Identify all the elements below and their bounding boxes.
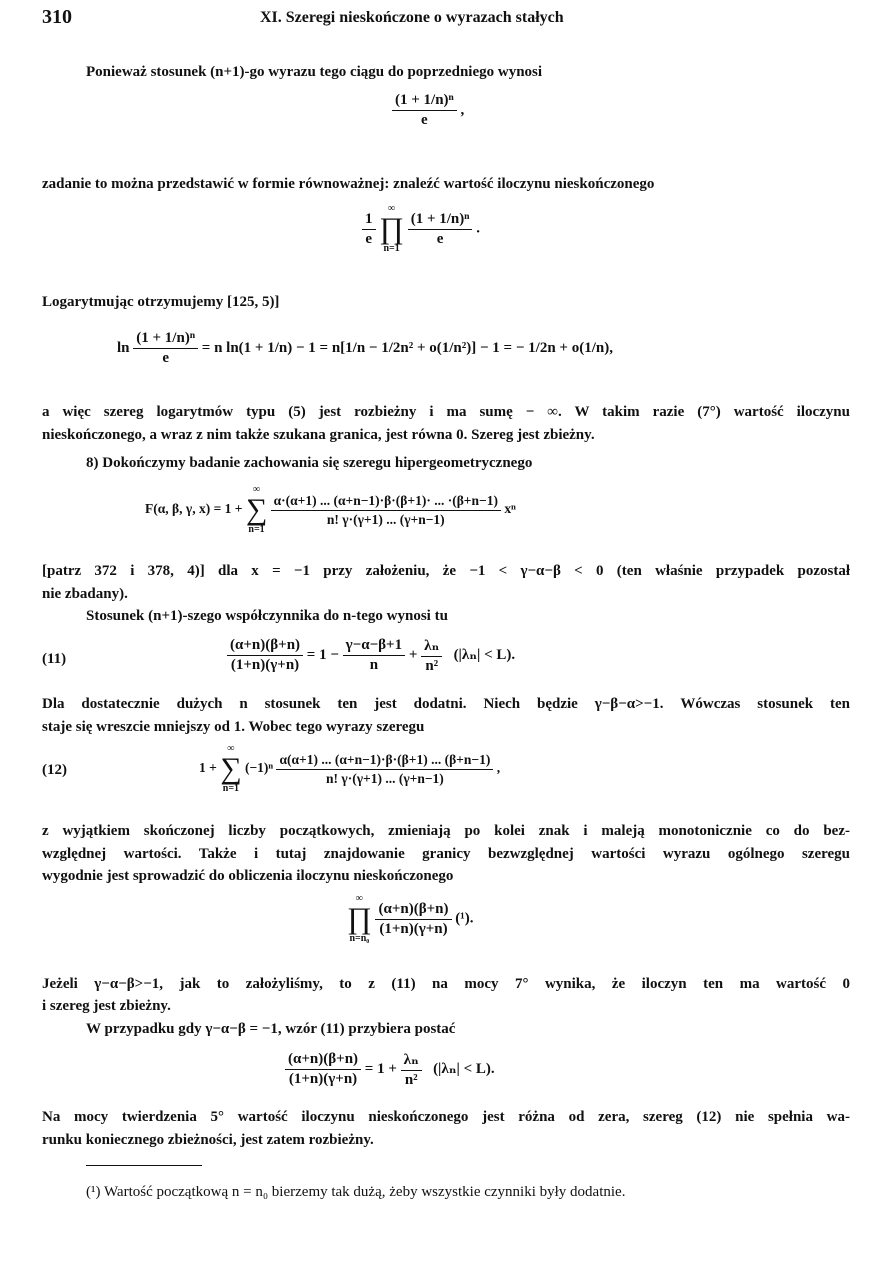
paragraph-line: Stosunek (n+1)-szego współczynnika do n-tego wynosi tu [86, 608, 448, 624]
paragraph-line: a więc szereg logarytmów typu (5) jest rozbieżny i ma sumę − ∞. W takim razie (7°) wartość iloczynu [42, 404, 850, 420]
paragraph-line: wygodnie jest sprowadzić do obliczenia iloczynu nieskończonego [42, 868, 454, 884]
paragraph-line: W przypadku gdy γ−α−β = −1, wzór (11) przybiera postać [86, 1021, 456, 1037]
paragraph-line: i szereg jest zbieżny. [42, 998, 171, 1014]
paragraph-line: 8) Dokończymy badanie zachowania się szeregu hipergeometrycznego [86, 455, 533, 471]
equation-infinite-product: $\frac{1}{e}$ ∞ ∏ n=1 $\frac{\text{(1 + 1/n)ⁿ}}{e}$ . [362, 204, 480, 254]
paragraph-line: zadanie to można przedstawić w formie równoważnej: znaleźć wartość iloczynu nieskończonego [42, 176, 655, 192]
paragraph-line: Logarytmując otrzymujemy [125, 5)] [42, 294, 280, 310]
equation-ratio: $\frac{\text{(1 + 1/n)ⁿ}}{e}$ , [392, 92, 464, 129]
footnote: (¹) Wartość początkową n = n₀ bierzemy tak dużą, żeby wszystkie czynniki były dodatnie. [86, 1184, 626, 1200]
paragraph-line: względnej wartości. Także i tutaj znajdowanie granicy bezwzględnej wartości wyrazu ogólnego szeregu [42, 846, 850, 862]
equation-label: (12) [42, 762, 67, 778]
paragraph-line: Dla dostatecznie dużych n stosunek ten jest dodatni. Niech będzie γ−β−α>−1. Wówczas stosunek ten [42, 696, 850, 712]
paragraph-line: Na mocy twierdzenia 5° wartość iloczynu nieskończonego jest różna od zera, szereg (12) nie spełnia wa- [42, 1109, 850, 1125]
equation-14: $\frac{(\alpha+n)(\beta+n)}{(1+n)(\gamma+n)}$ = 1 + $\frac{\text{λₙ}}{\text{n²}}$ (|λₙ| < L). [285, 1050, 495, 1089]
running-title: XI. Szeregi nieskończone o wyrazach stałych [260, 9, 564, 26]
book-page [42, 0, 850, 1263]
paragraph-line: nieskończonego, a wraz z nim także szukana granica, jest równa 0. Szereg jest zbieżny. [42, 427, 595, 443]
equation-label: (11) [42, 651, 67, 667]
paragraph-line: nie zbadany). [42, 586, 128, 602]
paragraph-line: runku koniecznego zbieżności, jest zatem rozbieżny. [42, 1132, 374, 1148]
page-number: 310 [42, 6, 72, 28]
equation-12: 1 + ∞ ∑ n=1 (−1)ⁿ $\frac{\alpha(\alpha+1) ... (\alpha+n-1)\cdot\beta\cdot(\beta+1) ... (\beta+n-1)}{n! \gamma\cdot(\gamma+1) ... (\gamma+n-1)}$ , [199, 743, 501, 794]
paragraph-line: [patrz 372 i 378, 4)] dla x = −1 przy założeniu, że −1 < γ−α−β < 0 (ten właśnie przypadek pozostał [42, 563, 850, 579]
paragraph-line: Ponieważ stosunek (n+1)-go wyrazu tego ciągu do poprzedniego wynosi [86, 64, 543, 80]
equation-11: $\frac{(\alpha+n)(\beta+n)}{(1+n)(\gamma+n)}$ = 1 − $\frac{\gamma-\alpha-\beta+1}{n}$ + $\frac{\text{λₙ}}{\text{n²}}$ (|λₙ| < L). [227, 636, 515, 675]
equation-logarithm: ln $\frac{\text{(1 + 1/n)ⁿ}}{e}$ = n ln(1 + 1/n) − 1 = n[1/n − 1/2n² + o(1/n²)] − 1 = − 1/2n + o(1/n), [117, 330, 613, 366]
paragraph-line: staje się wreszcie mniejszy od 1. Wobec tego wyrazy szeregu [42, 719, 425, 735]
paragraph-line: z wyjątkiem skończonej liczby początkowych, zmieniają po kolei znak i maleją monotonicznie co do bez- [42, 823, 850, 839]
equation-product-13: ∞ ∏ n=n₀ $\frac{(\alpha+n)(\beta+n)}{(1+n)(\gamma+n)}$ (¹). [347, 893, 474, 944]
footnote-rule [86, 1165, 202, 1166]
page-header [42, 6, 850, 32]
paragraph-line: Jeżeli γ−α−β>−1, jak to założyliśmy, to z (11) na mocy 7° wynika, że iloczyn ten ma wartość 0 [42, 976, 850, 992]
equation-hypergeometric: F(α, β, γ, x) = 1 + ∞ ∑ n=1 $\frac{\alpha\cdot(\alpha+1) ... (\alpha+n-1)\cdot\beta\cdot(\beta+1)\cdot ... \cdot(\beta+n-1)}{n! \gamma\cdot(\gamma+1) ... (\gamma+n-1)}$ xⁿ [145, 484, 516, 535]
